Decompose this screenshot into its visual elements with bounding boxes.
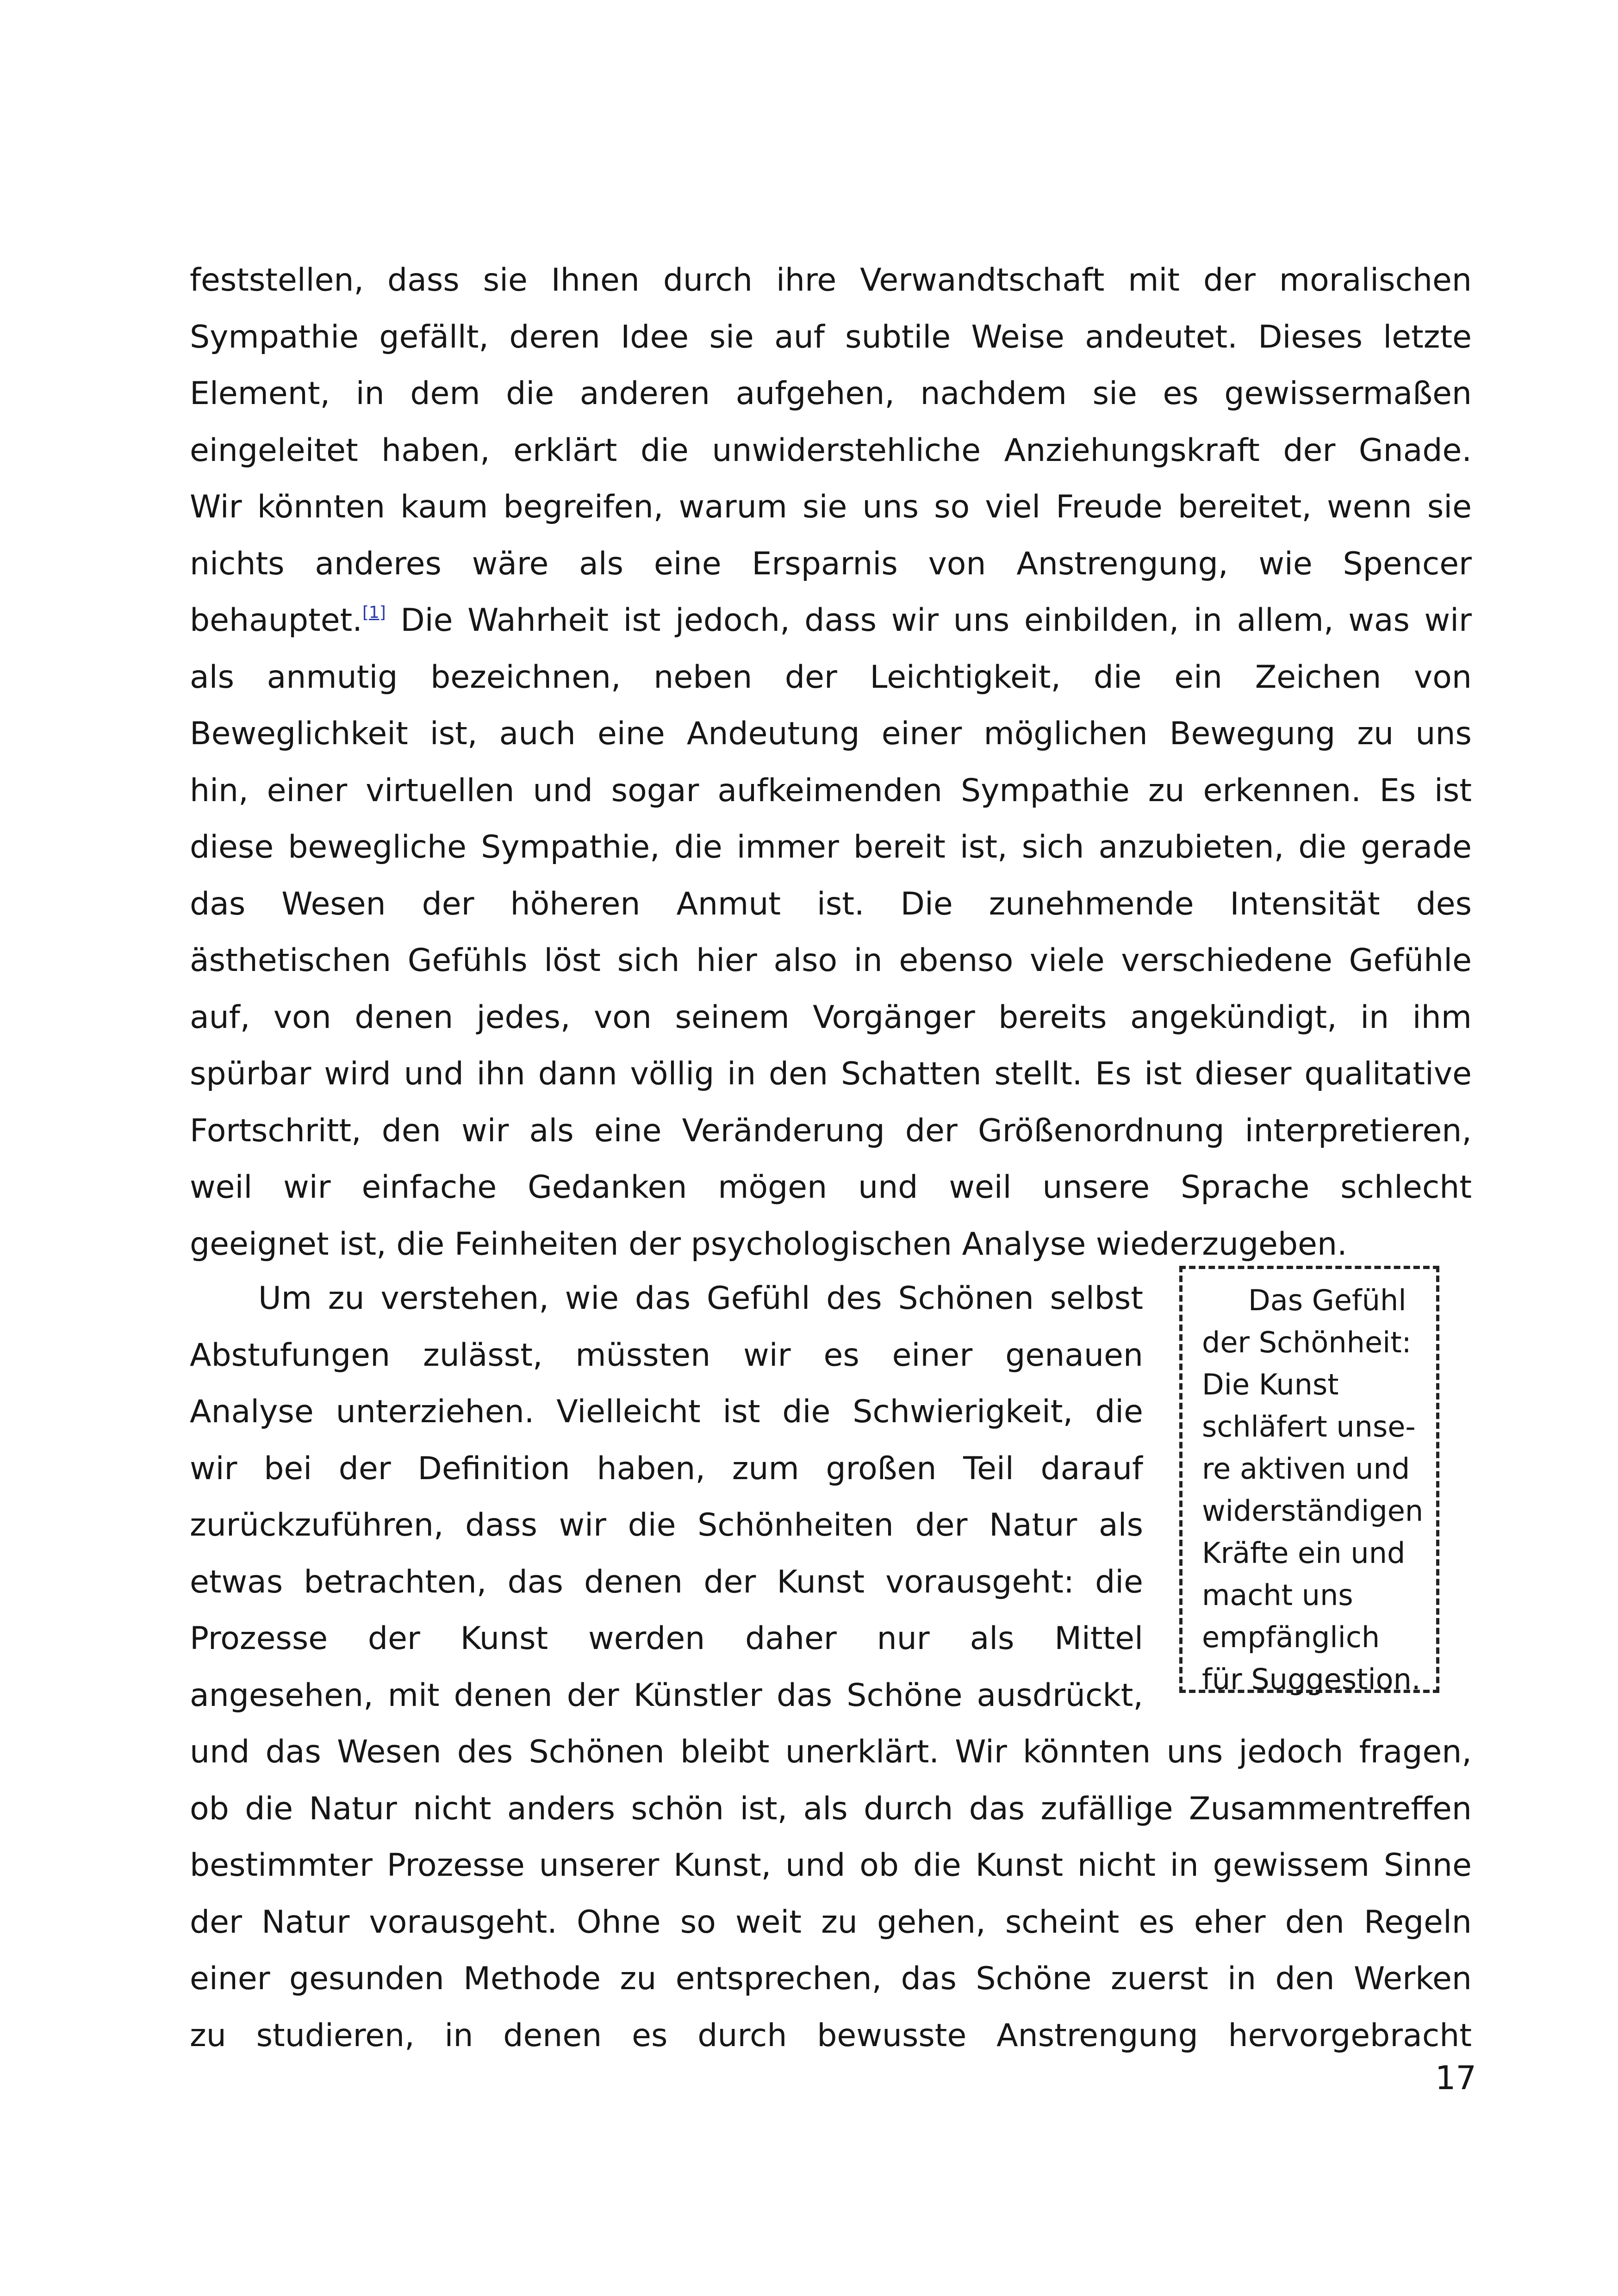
- text-line: und das Wesen des Schönen bleibt unerklärt. Wir könnten uns jedoch fragen,: [190, 1734, 1472, 1770]
- margin-note-line: schläfert unse-: [1202, 1410, 1416, 1444]
- text-line: nichts anderes wäre als eine Ersparnis von Anstrengung, wie Spencer: [190, 545, 1472, 582]
- text-line: etwas betrachten, das denen der Kunst vorausgeht: die: [190, 1563, 1143, 1600]
- margin-note-line: re aktiven und: [1202, 1452, 1410, 1486]
- margin-note-line: der Schönheit:: [1202, 1325, 1412, 1359]
- page-number: 17: [1435, 2059, 1476, 2097]
- text-line: Sympathie gefällt, deren Idee sie auf subtile Weise andeutet. Dieses letzte: [190, 318, 1472, 355]
- text-line: zu studieren, in denen es durch bewusste Anstrengung hervorgebracht: [190, 2017, 1472, 2054]
- text-line: zurückzuführen, dass wir die Schönheiten der Natur als: [190, 1507, 1143, 1543]
- text-line: ob die Natur nicht anders schön ist, als durch das zufällige Zusammentreffen: [190, 1790, 1472, 1827]
- text-line: das Wesen der höheren Anmut ist. Die zunehmende Intensität des: [190, 885, 1472, 922]
- margin-note-line: Kräfte ein und: [1202, 1536, 1406, 1570]
- margin-note-line: Die Kunst: [1202, 1368, 1339, 1401]
- text-line: feststellen, dass sie Ihnen durch ihre Verwandtschaft mit der moralischen: [190, 262, 1472, 299]
- text-line: angesehen, mit denen der Künstler das Schöne ausdrückt,: [190, 1677, 1143, 1714]
- margin-note-line: macht uns: [1202, 1578, 1353, 1612]
- text-line: einer gesunden Methode zu entsprechen, das Schöne zuerst in den Werken: [190, 1960, 1472, 1997]
- text-line: als anmutig bezeichnen, neben der Leichtigkeit, die ein Zeichen von: [190, 659, 1472, 696]
- text-line: Fortschritt, den wir als eine Veränderung der Größenordnung interpretieren,: [190, 1112, 1472, 1149]
- text-line: auf, von denen jedes, von seinem Vorgänger bereits angekündigt, in ihm: [190, 999, 1472, 1036]
- margin-note-line: widerständigen: [1202, 1494, 1424, 1528]
- text-line: Beweglichkeit ist, auch eine Andeutung einer möglichen Bewegung zu uns: [190, 716, 1472, 752]
- text-line: weil wir einfache Gedanken mögen und weil unsere Sprache schlecht: [190, 1169, 1472, 1206]
- margin-note-line: für Suggestion.: [1202, 1662, 1421, 1696]
- paragraph-2-continued: [190, 1724, 1472, 2064]
- text-line: Um zu verstehen, wie das Gefühl des Schönen selbst: [258, 1280, 1143, 1317]
- text-fragment: Die Wahrheit ist jedoch, dass wir uns einbilden, in allem, was wir: [386, 602, 1472, 639]
- text-line: geeignet ist, die Feinheiten der psychologischen Analyse wiederzugeben.: [190, 1226, 1347, 1263]
- text-line: Abstufungen zulässt, müssten wir es einer genauen: [190, 1337, 1143, 1374]
- footnote-link[interactable]: [1]: [362, 603, 386, 622]
- margin-note-line: empfänglich: [1202, 1620, 1380, 1654]
- paragraph-1: [190, 252, 1472, 1273]
- text-line: diese bewegliche Sympathie, die immer bereit ist, sich anzubieten, die gerade: [190, 829, 1472, 865]
- margin-note-box: [1179, 1266, 1439, 1696]
- text-line: Wir könnten kaum begreifen, warum sie uns so viel Freude bereitet, wenn sie: [190, 489, 1472, 525]
- text-line: eingeleitet haben, erklärt die unwiderstehliche Anziehungskraft der Gnade.: [190, 432, 1472, 469]
- text-line: Prozesse der Kunst werden daher nur als Mittel: [190, 1620, 1143, 1657]
- text-line: Analyse unterziehen. Vielleicht ist die Schwierigkeit, die: [190, 1394, 1143, 1430]
- paragraph-2-narrow: [190, 1270, 1143, 1724]
- text-line: der Natur vorausgeht. Ohne so weit zu gehen, scheint es eher den Regeln: [190, 1904, 1472, 1941]
- text-fragment: behauptet.: [190, 602, 362, 639]
- text-line: wir bei der Definition haben, zum großen Teil darauf: [190, 1450, 1143, 1487]
- text-line: Element, in dem die anderen aufgehen, nachdem sie es gewissermaßen: [190, 375, 1472, 412]
- text-line: hin, einer virtuellen und sogar aufkeimenden Sympathie zu erkennen. Es ist: [190, 772, 1472, 809]
- text-line: bestimmter Prozesse unserer Kunst, und ob die Kunst nicht in gewissem Sinne: [190, 1847, 1472, 1884]
- text-line: spürbar wird und ihn dann völlig in den Schatten stellt. Es ist dieser qualitative: [190, 1056, 1472, 1092]
- text-line-with-footnote: [190, 592, 1472, 649]
- margin-note-line: Das Gefühl: [1248, 1283, 1406, 1317]
- text-line: ästhetischen Gefühls löst sich hier also in ebenso viele verschiedene Gefühle: [190, 942, 1472, 979]
